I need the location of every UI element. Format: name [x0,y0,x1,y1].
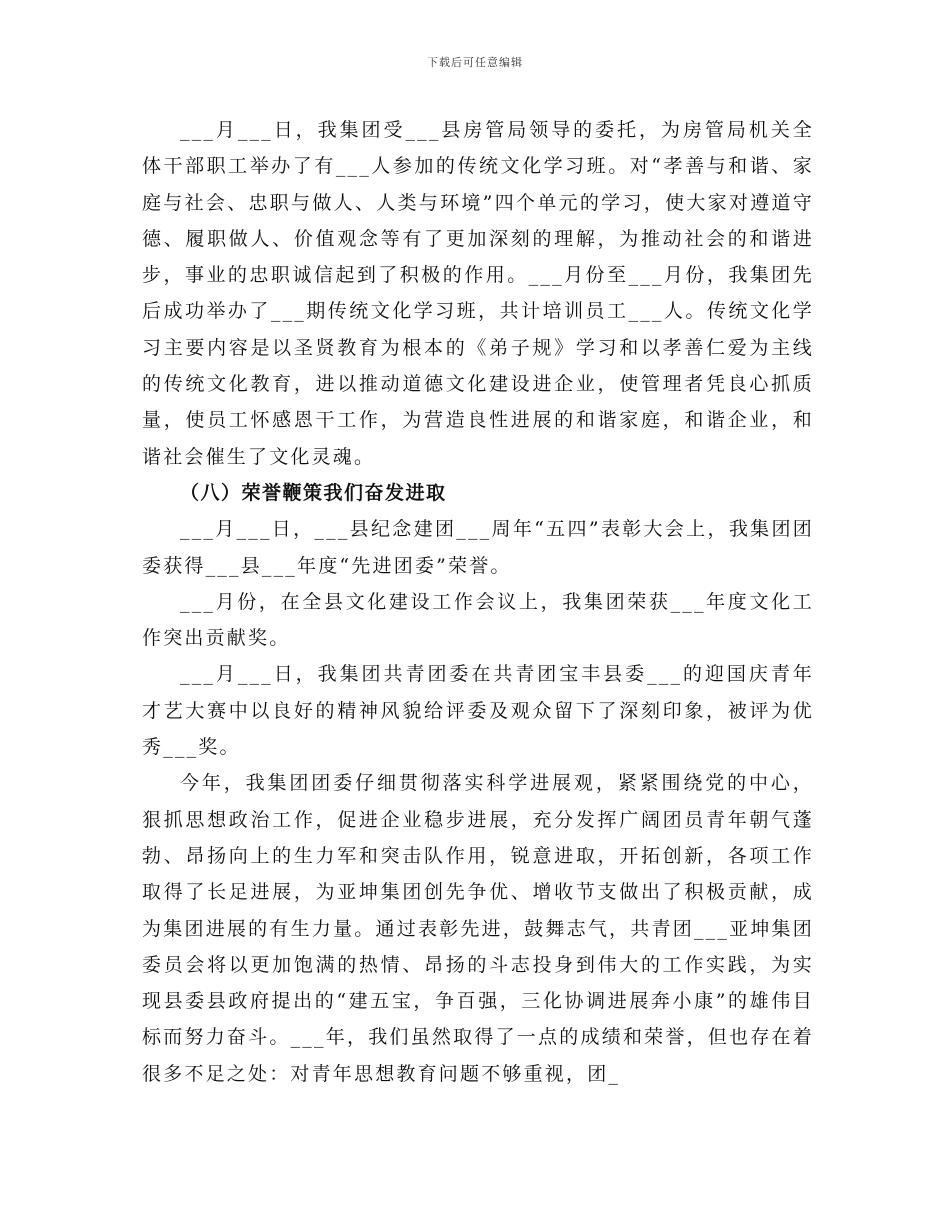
page-header-note: 下载后可任意编辑 [427,56,523,69]
paragraph-award-culture: ___月份，在全县文化建设工作会议上，我集团荣获___年度文化工作突出贡献奖。 [142,590,814,650]
section-heading-honors: （八）荣誉鞭策我们奋发进取 [180,481,447,504]
paragraph-award-talent-contest: ___月___日，我集团共青团委在共青团宝丰县委___的迎国庆青年才艺大赛中以良好的精神风貌给评委及观众留下了深刻印象，被评为优秀___奖。 [142,663,814,759]
paragraph-summary: 今年，我集团团委仔细贯彻落实科学进展观，紧紧围绕党的中心，狠抓思想政治工作，促进企业稳步进展，充分发挥广阔团员青年朝气蓬勃、昂扬向上的生力军和突击队作用，锐意进取，开拓创新，各项工作取得了长足进展，为亚坤集团创先争优、增收节支做出了积极贡献，成为集团进展的有生力量。通过表彰先进，鼓舞志气，共青团___亚坤集团委员会将以更加饱满的热情、昂扬的斗志投身到伟大的工作实践，为实现县委县政府提出的“建五宝，争百强，三化协调进展奔小康”的雄伟目标而努力奋斗。___年，我们虽然取得了一点的成绩和荣誉，但也存在着很多不足之处：对青年思想教育问题不够重视，团_ [142,772,814,1085]
paragraph-culture-class: ___月___日，我集团受___县房管局领导的委托，为房管局机关全体干部职工举办了有___人参加的传统文化学习班。对“孝善与和谐、家庭与社会、忠职与做人、人类与环境”四个单元的学习，使大家对遵道守德、履职做人、价值观念等有了更加深刻的理解，为推动社会的和谐进步，事业的忠职诚信起到了积极的作用。___月份至___月份，我集团先后成功举办了___期传统文化学习班，共计培训员工___人。传统文化学习主要内容是以圣贤教育为根本的《弟子规》学习和以孝善仁爱为主线的传统文化教育，进以推动道德文化建设进企业，使管理者凭良心抓质量，使员工怀感恩干工作，为营造良性进展的和谐家庭，和谐企业，和谐社会催生了文化灵魂。 [142,119,814,468]
paragraph-award-may-fourth: ___月___日，___县纪念建团___周年“五四”表彰大会上，我集团团委获得___县___年度“先进团委”荣誉。 [142,518,814,577]
document-body [142,112,814,1092]
